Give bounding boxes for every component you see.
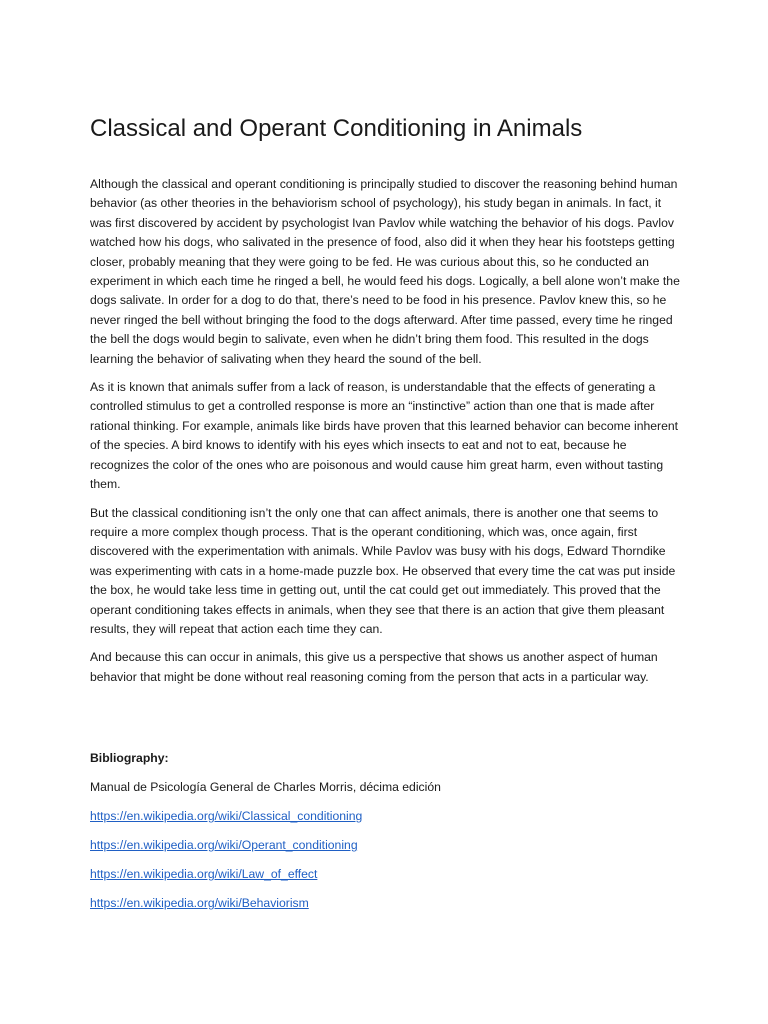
bibliography-link-item xyxy=(90,807,690,826)
bibliography-link-item xyxy=(90,836,690,855)
bibliography-heading: Bibliography: xyxy=(90,751,169,765)
bibliography-link-list xyxy=(90,807,690,913)
bibliography-section xyxy=(90,749,690,923)
link-operant-conditioning[interactable]: https://en.wikipedia.org/wiki/Operant_conditioning xyxy=(90,838,358,852)
paragraph-2: As it is known that animals suffer from a lack of reason, is understandable that the effects of generating a controlled stimulus to get a controlled response is more an “instinctive” action than one that is made after rational thinking. For example, animals like birds have proven that this learned behavior can become inherent of the species. A bird knows to identify with his eyes which insects to eat and not to eat, because he recognizes the color of the ones who are poisonous and would cause him great harm, even without tasting them. xyxy=(90,380,679,492)
document-title: Classical and Operant Conditioning in Animals xyxy=(90,115,583,142)
paragraph-3: But the classical conditioning isn’t the only one that can affect animals, there is another one that seems to require a more complex though process. That is the operant conditioning, which was, once again, first discovered with the experimentation with animals. While Pavlov was busy with his dogs, Edward Thorndike was experimenting with cats in a home-made puzzle box. He observed that every time the cat was put inside the box, he would take less time in getting out, until the cat could get out immediately. This proved that the operant conditioning takes effects in animals, when they see that there is an action that give them pleasant results, they will repeat that action each time they can. xyxy=(90,505,676,636)
document-body xyxy=(90,175,686,696)
paragraph-4: And because this can occur in animals, this give us a perspective that shows us another aspect of human behavior that might be done without real reasoning coming from the person that acts in a particular way. xyxy=(90,650,658,684)
link-law-of-effect[interactable]: https://en.wikipedia.org/wiki/Law_of_effect xyxy=(90,867,318,881)
bibliography-book-entry: Manual de Psicología General de Charles Morris, décima edición xyxy=(90,780,441,794)
bibliography-link-item xyxy=(90,894,690,913)
bibliography-link-item xyxy=(90,865,690,884)
paragraph-1: Although the classical and operant conditioning is principally studied to discover the reasoning behind human behavior (as other theories in the behaviorism school of psychology), his study began in animals. In fact, it was first discovered by accident by psychologist Ivan Pavlov while watching the behavior of his dogs. Pavlov watched how his dogs, who salivated in the presence of food, also did it when they hear his footsteps getting closer, probably meaning that they were going to be fed. He was curious about this, so he conducted an experiment in which each time he ringed a bell, he would feed his dogs. Logically, a bell alone won’t make the dogs salivate. In order for a dog to do that, there’s need to be food in his presence. Pavlov knew this, so he never ringed the bell without bringing the food to the dogs afterward. After time passed, every time he ringed the bell the dogs would begin to salivate, even when he didn’t bring them food. This resulted in the dogs learning the behavior of salivating when they heard the sound of the bell. xyxy=(90,177,680,366)
link-classical-conditioning[interactable]: https://en.wikipedia.org/wiki/Classical_conditioning xyxy=(90,809,363,823)
link-behaviorism[interactable]: https://en.wikipedia.org/wiki/Behaviorism xyxy=(90,896,309,910)
